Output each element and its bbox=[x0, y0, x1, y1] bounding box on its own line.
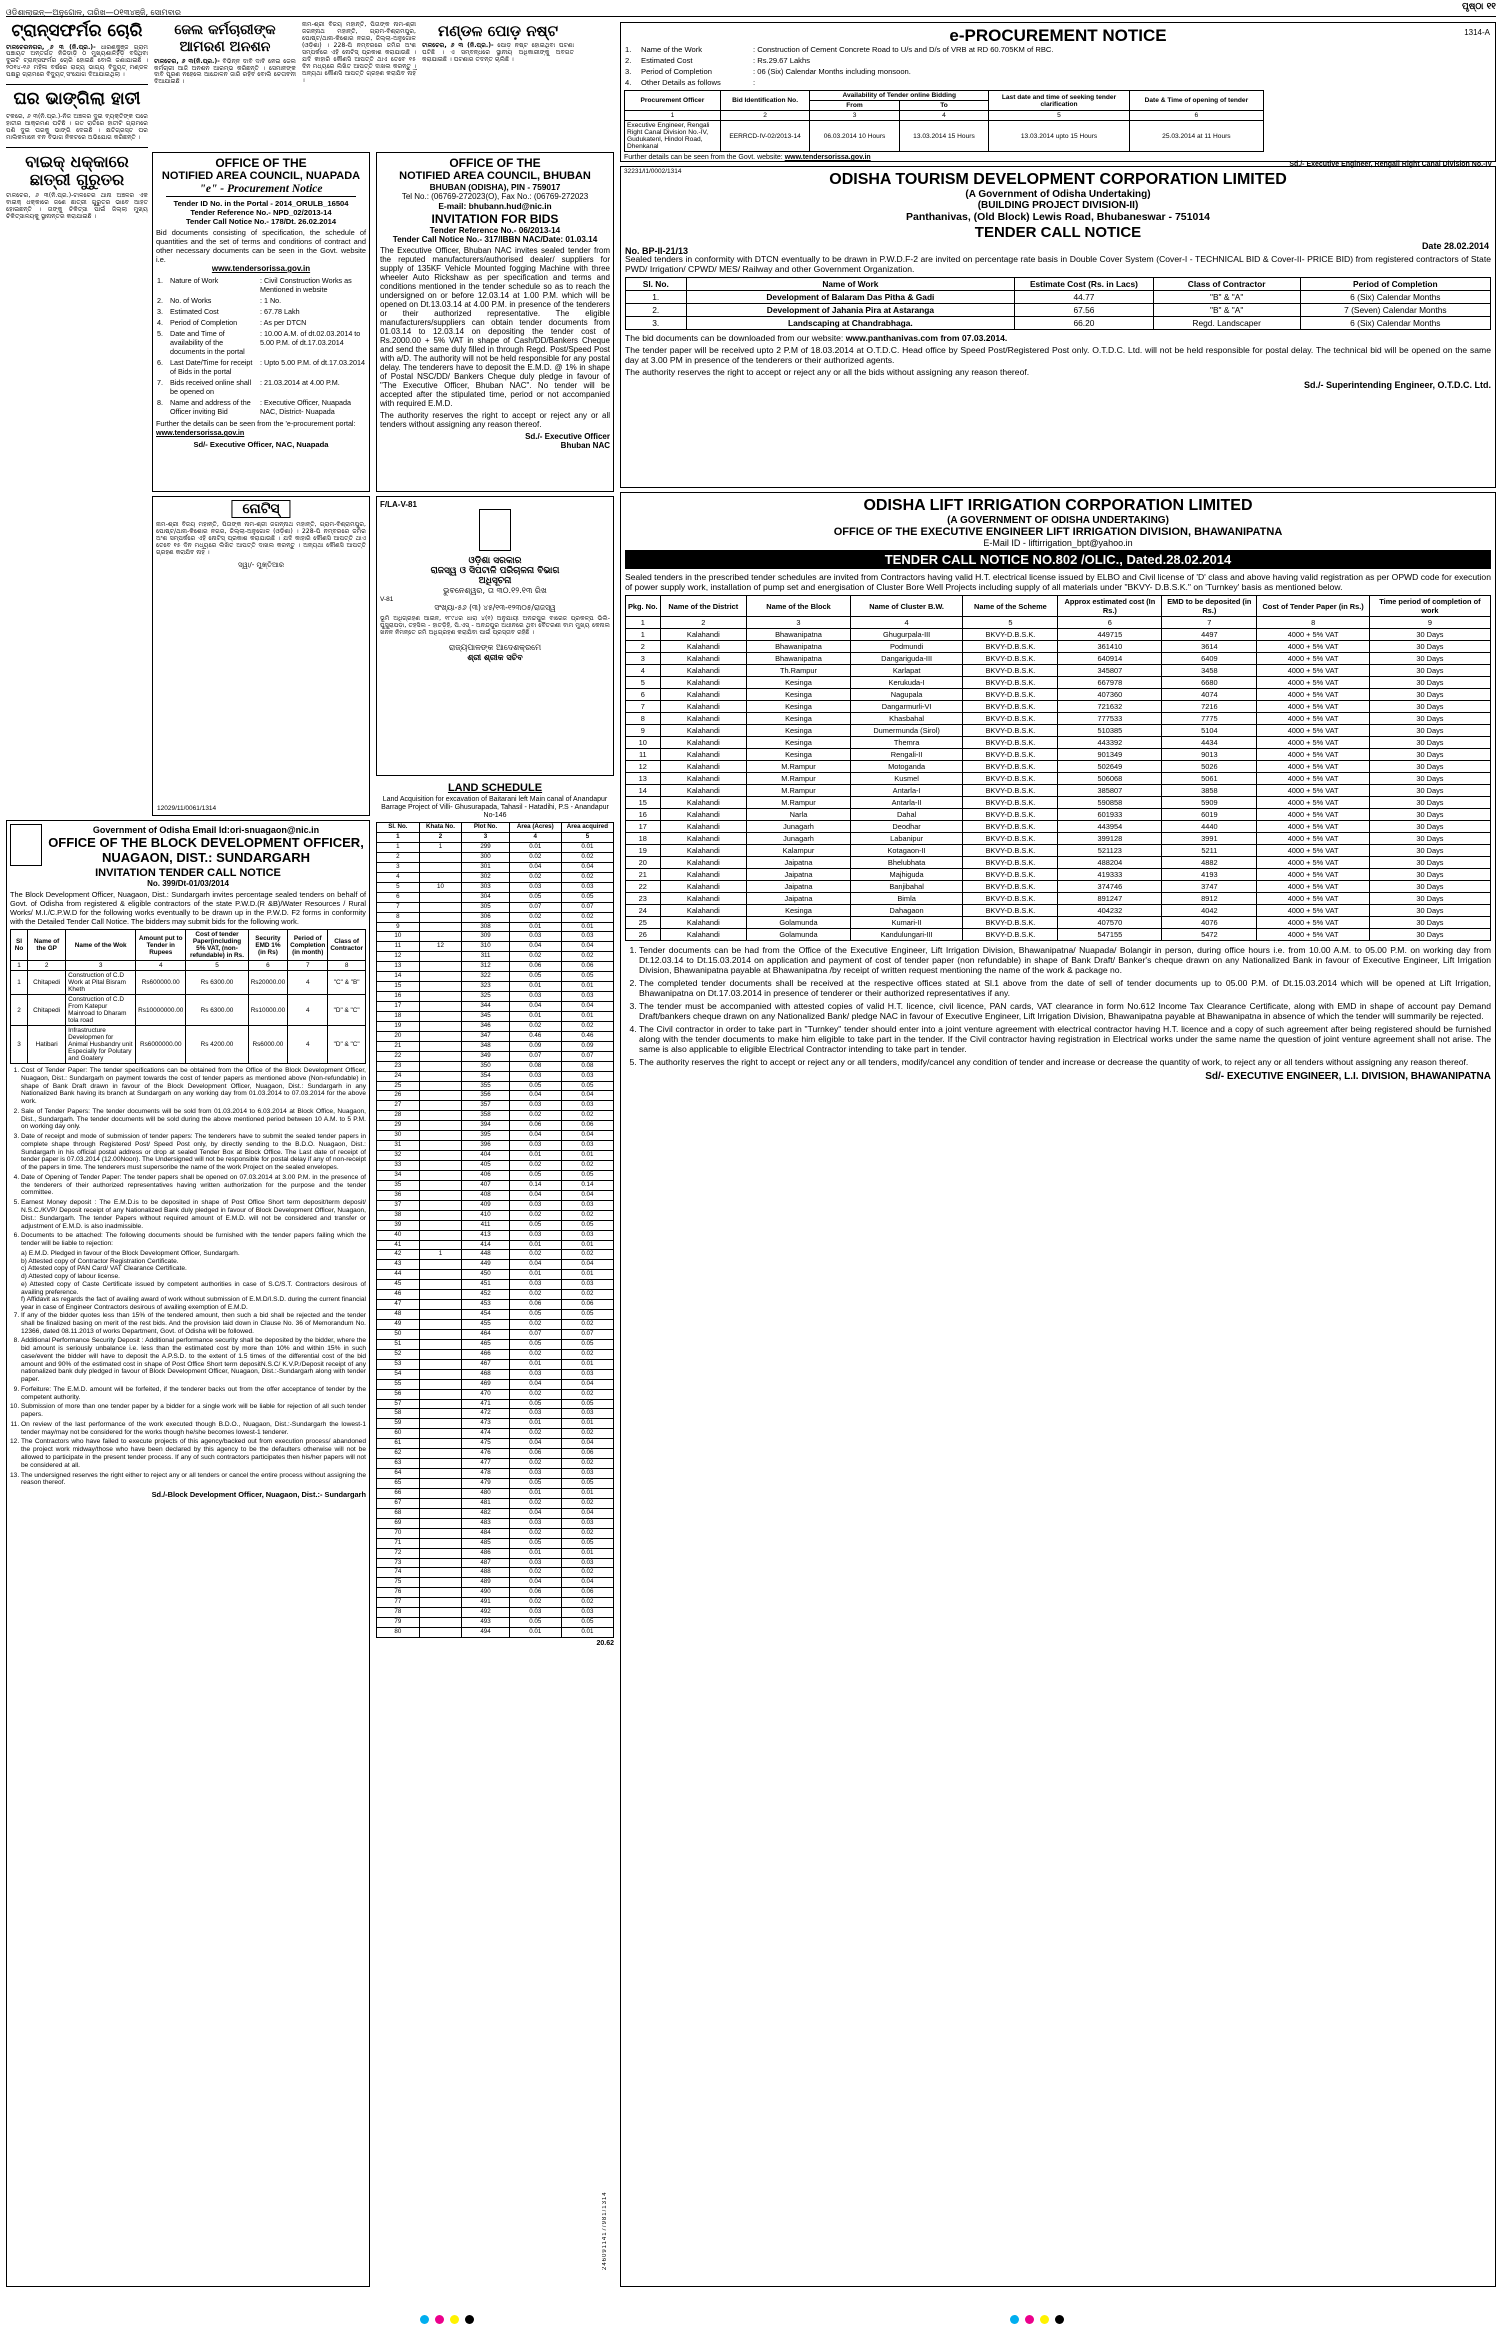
news-headline-3: ଜେଲ କର୍ମଚାରୀଙ୍କ ଆମରଣ ଅନଶନ bbox=[174, 22, 276, 55]
table-row: 2. Development of Jahania Pira at Astaranga 67.56 "B" & "A" 7 (Seven) Calendar Months bbox=[626, 304, 1491, 317]
table-row: 15 323 0.01 0.01 bbox=[377, 982, 614, 992]
eproc-subheader-row: From To bbox=[625, 101, 1264, 111]
land-schedule-table bbox=[376, 822, 614, 1638]
table-row: 21 348 0.09 0.09 bbox=[377, 1041, 614, 1051]
bdo-intro: The Block Development Officer, Nuagaon, Dist.: Sundargarh invites percentage sealed tenders on behalf of Govt. of Odisha from registered & eligible contractors of the state P.W.D.(R &B)/Water Resources / Rural Works/ M.I./C.P.W.D for the following works eventually to be drawn up in the P.W.D. F2 forms in conformity with the Detailed Tender Call Notice. The bidders may submit bids for the following work. bbox=[10, 890, 366, 926]
table-row: 12 Kalahandi M.Rampur Motoganda BKVY-D.B.S.K. 502649 5026 4000 + 5% VAT 30 Days bbox=[626, 761, 1491, 773]
olic-sub2: OFFICE OF THE EXECUTIVE ENGINEER LIFT IRRIGATION DIVISION, BHAWANIPATNA bbox=[833, 526, 1283, 538]
table-row: 63 477 0.02 0.02 bbox=[377, 1459, 614, 1469]
table-row: 3. Period of Completion : 06 (Six) Calendar Months including monsoon. bbox=[625, 67, 911, 76]
odisha-emblem-icon-2 bbox=[10, 824, 42, 866]
yellow-dot-icon-2 bbox=[1040, 2315, 1049, 2324]
otdc-note2: The tender paper will be received upto 2 P.M of 18.03.2014 at O.T.D.C. Head office by Speed Post/Registered Post only. O.T.D.C. Ltd. will not be held responsible for postal delay. The technical bid will be opened on the same day at 3.00 PM in presence of the tenderers or their authorized agents. bbox=[625, 345, 1491, 365]
bdo-office: OFFICE OF THE BLOCK DEVELOPMENT OFFICER, bbox=[48, 835, 364, 850]
eproc-colnum-row: 1 2 3 4 5 6 bbox=[625, 111, 1264, 121]
table-row: 2 Chitapedi Construction of C.D From Katepur Mainroad to Dharam tola road Rs10000000.00 Rs 6300.00 Rs10000.00 4 "D" & "C" bbox=[11, 995, 366, 1026]
table-row: 49 455 0.02 0.02 bbox=[377, 1320, 614, 1330]
odia-notice-code: 12029/11/0061/1314 bbox=[157, 805, 217, 812]
table-row: 65 479 0.05 0.05 bbox=[377, 1479, 614, 1489]
table-row: 8 Kalahandi Kesinga Khasbahal BKVY-D.B.S.K. 777533 7775 4000 + 5% VAT 30 Days bbox=[626, 713, 1491, 725]
otdc-sub2: (BUILDING PROJECT DIVISION-II) bbox=[977, 200, 1139, 211]
table-row: 61 475 0.04 0.04 bbox=[377, 1439, 614, 1449]
olic-colnum-row: 1 2 3 4 5 6 7 8 9 bbox=[626, 617, 1491, 629]
list-item: 4. Date of Opening of Tender Paper: The tender papers shall be opened on 07.03.2014 at 3.00 P.M. in the presence of the tenderers of their authorized representatives having written authorization for the purpose and the tender committee. bbox=[21, 1174, 366, 1197]
list-item: b) Attested copy of Contractor Registration Certificate. bbox=[21, 1257, 179, 1265]
bhuban-tel: Tel No.: (06769-272023(O), Fax No.: (06769-272023 bbox=[401, 192, 589, 201]
olic-signature: Sd/- EXECUTIVE ENGINEER, L.I. DIVISION, BHAWANIPATNA bbox=[1205, 1071, 1491, 1082]
table-row: 28 358 0.02 0.02 bbox=[377, 1111, 614, 1121]
table-row: 15 Kalahandi M.Rampur Antarla-II BKVY-D.B.S.K. 590858 5909 4000 + 5% VAT 30 Days bbox=[626, 797, 1491, 809]
nuapada-office-line2: NOTIFIED AREA COUNCIL, NUAPADA bbox=[161, 170, 361, 182]
table-row: 16 Kalahandi Narla Dahal BKVY-D.B.S.K. 601933 6019 4000 + 5% VAT 30 Days bbox=[626, 809, 1491, 821]
table-row: 42 1 448 0.02 0.02 bbox=[377, 1250, 614, 1260]
list-item: c) Attested copy of PAN Card/ VAT Clearance Certificate. bbox=[21, 1265, 187, 1273]
eproc-signature: Sd./- Executive Engineer, Rengali Right Canal Division No.-IV bbox=[1289, 161, 1492, 168]
table-row: 34 406 0.05 0.05 bbox=[377, 1170, 614, 1180]
table-row: 5. Date and Time of availability of the documents in the portal : 10.00 A.M. of dt.02.03.2014 to 5.00 P.M. of dt.17.03.2014 bbox=[157, 329, 361, 356]
table-row: 23 350 0.08 0.08 bbox=[377, 1061, 614, 1071]
table-row: 14 322 0.05 0.05 bbox=[377, 972, 614, 982]
odisha-emblem-icon bbox=[479, 509, 511, 551]
list-item: 6. Documents to be attached: The following documents should be furnished with the tender papers failing which the tender will be liable to rejection: bbox=[21, 1232, 366, 1248]
table-row: 53 467 0.01 0.01 bbox=[377, 1359, 614, 1369]
news-column-2b: ନାମ-ଶ୍ରୀ ବିଜୟ ମହାନ୍ତି, ପିତାଙ୍କ ନାମ-ଶ୍ରୀ ଜଗନ୍ନାଥ ମହାନ୍ତି, ଗ୍ରାମ-ବିଶ୍ରାମପୁର, ପୋଷ୍ଟ/ଥାନା-କିଶୋର ନଗର, ଜିଲ୍ଲା-ଅନୁଗୋଳ (ଓଡ଼ିଶା) । 228-ପି ନମ୍ବରରେ ଜମିର ଅଂଶ ସମ୍ପର୍କରେ ଏହି ନୋଟିସ୍ ପ୍ରକାଶ କରାଯାଉଛି । ଯଦି କାହାରି କୌଣସି ଆପତ୍ତି ଥାଏ ତେବେ ୧୫ ଦିନ ମଧ୍ୟରେ ଲିଖିତ ଆପତ୍ତି ଦାଖଲ କରନ୍ତୁ । ଅନ୍ୟଥା କୌଣସି ଆପତ୍ତି ଗ୍ରହଣ କରାଯିବ ନାହିଁ । bbox=[302, 21, 416, 84]
table-row: 5 Kalahandi Kesinga Kerukuda-I BKVY-D.B.S.K. 667978 6680 4000 + 5% VAT 30 Days bbox=[626, 677, 1491, 689]
table-row: 71 485 0.05 0.05 bbox=[377, 1538, 614, 1548]
list-item: 2. Sale of Tender Papers: The tender documents will be sold from 01.03.2014 to 6.03.2014 at Block Office, Nuagaon, Dist., Sundargarh. The tender documents will be sold during the above mentioned period between 10 A.M. to 5 P.M. on working day only. bbox=[21, 1108, 366, 1131]
gov-line1: ଓଡ଼ିଶା ସରକାର bbox=[468, 556, 522, 566]
table-row: 17 Kalahandi Junagarh Deodhar BKVY-D.B.S.K. 443954 4440 4000 + 5% VAT 30 Days bbox=[626, 821, 1491, 833]
news-column-3 bbox=[422, 22, 574, 64]
table-row: 26 Kalahandi Golamunda Kandulungari-III BKVY-D.B.S.K. 547155 5472 4000 + 5% VAT 30 Days bbox=[626, 929, 1491, 941]
table-row: 8. Name and address of the Officer inviting Bid : Executive Officer, Nuapada NAC, District- Nuapada bbox=[157, 398, 351, 416]
otdc-intro: Sealed tenders in conformity with DTCN eventually to be drawn in P.W.D.F-2 are invited on percentage rate basis in Double Cover System (Cover-I - TECHNICAL BID & Cover-II- PRICE BID) from registered contractors of State PWD/ Irrigation/ CPWD/ MES/ Railway and other Government Organization. bbox=[625, 254, 1491, 274]
table-row: 3. Landscaping at Chandrabhaga. 66.20 Regd. Landscaper 6 (Six) Calendar Months bbox=[626, 317, 1491, 330]
black-dot-icon bbox=[465, 2315, 474, 2324]
table-row: 11 Kalahandi Kesinga Rengali-II BKVY-D.B.S.K. 901349 9013 4000 + 5% VAT 30 Days bbox=[626, 749, 1491, 761]
nuapada-tender-ref: Tender Reference No.- NPD_02/2013-14 bbox=[190, 208, 332, 217]
otdc-no: No. BP-II-21/13 bbox=[625, 246, 689, 256]
table-row: 33 405 0.02 0.02 bbox=[377, 1161, 614, 1171]
table-row: 3 Kalahandi Bhawanipatna Dangariguda-III BKVY-D.B.S.K. 640914 6409 4000 + 5% VAT 30 Days bbox=[626, 653, 1491, 665]
news-headline-0: ଟ୍ରାନ୍ସଫର୍ମର ଚୋରି bbox=[11, 21, 143, 41]
table-row: 29 394 0.06 0.06 bbox=[377, 1121, 614, 1131]
table-row: 6. Last Date/Time for receipt of Bids in the portal : Upto 5.00 P.M. of dt.17.03.2014 bbox=[157, 358, 365, 376]
gov-line3: ଅଧିସୂଚନା bbox=[478, 576, 512, 586]
table-row: 6 304 0.05 0.05 bbox=[377, 892, 614, 902]
table-row: Executive Engineer, Rengali Right Canal Division No.-IV, Gudukatenl, Hindol Road, Dhenkanal EERRCD-IV-02/2013-14 06.03.2014 10 Hours 13.03.2014 15 Hours 13.03.2014 upto 15 Hours 25.03.2014 at 11 Hours bbox=[625, 121, 1264, 152]
bdo-gov-email: Government of Odisha Email Id:ori-snuagaon@nic.in bbox=[92, 825, 320, 835]
table-row: 41 414 0.01 0.01 bbox=[377, 1240, 614, 1250]
land-sign1: ରାଜ୍ୟପାଳଙ୍କ ଆଦେଶକ୍ରମେ bbox=[448, 642, 542, 652]
table-row: 10 Kalahandi Kesinga Themra BKVY-D.B.S.K. 443392 4434 4000 + 5% VAT 30 Days bbox=[626, 737, 1491, 749]
olic-notice bbox=[620, 492, 1496, 2287]
list-item: 7. If any of the bidder quotes less than 15% of the tendered amount, then such a bid shall be rejected and the tender shall be finalized basing on merit of the rest bids. And the provision laid down in Clause No. 36 of Memorandum No. 12366, dated 08.11.2013 of works Department, Govt. of Odisha will be followed. bbox=[21, 1312, 366, 1335]
bdo-notice bbox=[6, 820, 370, 2287]
table-row: 27 357 0.03 0.03 bbox=[377, 1101, 614, 1111]
olic-sub1: (A GOVERNMENT OF ODISHA UNDERTAKING) bbox=[947, 515, 1169, 526]
nuapada-footer: Further the details can be seen from the 'e-procurement portal: www.tendersorissa.gov.in bbox=[156, 419, 356, 437]
table-row: 51 465 0.05 0.05 bbox=[377, 1339, 614, 1349]
bdo-sub-documents bbox=[21, 1250, 366, 1312]
table-row: 79 493 0.05 0.05 bbox=[377, 1618, 614, 1628]
eproc-header-row: Procurement Officer Bid Identification No. Availability of Tender online Bidding Last date and time of seeking tender clarification Date & Time of opening of tender bbox=[625, 91, 1264, 101]
table-row: 64 478 0.03 0.03 bbox=[377, 1469, 614, 1479]
table-row: 2 Kalahandi Bhawanipatna Podmundi BKVY-D.B.S.K. 361410 3614 4000 + 5% VAT 30 Days bbox=[626, 641, 1491, 653]
table-row: 7 Kalahandi Kesinga Dangarmurli-VI BKVY-D.B.S.K. 721632 7216 4000 + 5% VAT 30 Days bbox=[626, 701, 1491, 713]
table-row: 70 484 0.02 0.02 bbox=[377, 1528, 614, 1538]
table-row: 17 344 0.04 0.04 bbox=[377, 1002, 614, 1012]
list-item: 2. The completed tender documents shall be received at the respective offices stated at Sl.1 above from the date of sell of tender documents up to 05.00 P.M. of Dt.15.03.2014 which will be opened at Lift Irrigation, Bhawanipatna on Dt.17.03.2014 in presence of tenderer or their authorized representatives if any. bbox=[639, 978, 1491, 998]
bhuban-address: BHUBAN (ODISHA), PIN - 759017 bbox=[429, 182, 561, 192]
table-row: 9 308 0.01 0.01 bbox=[377, 922, 614, 932]
table-row: 8 306 0.02 0.02 bbox=[377, 912, 614, 922]
table-row: 7 305 0.07 0.07 bbox=[377, 902, 614, 912]
list-item: d) Attested copy of labour license. bbox=[21, 1273, 120, 1281]
table-row: 18 Kalahandi Junagarh Labanipur BKVY-D.B.S.K. 399128 3991 4000 + 5% VAT 30 Days bbox=[626, 833, 1491, 845]
news-headline-5: ମଣ୍ଡଳ ପୋଡ଼ ନଷ୍ଟ bbox=[437, 22, 559, 40]
bhuban-title: INVITATION FOR BIDS bbox=[431, 212, 559, 226]
news-body-1: ଟକରେ, ୬ ୩(ନି.ପ୍ର.)-ନିଜ ଅଞ୍ଚଳର ଦୁଇ ବ୍ୟକ୍ତିଙ୍କ ଘରେ ହାତୀର ଆକ୍ରମଣ ଘଟିଛି । ଗତ ରାତିରେ ହାତୀଟି ଗ୍ରାମରେ ପଶି ଦୁଇ ଘରକୁ ଭାଙ୍ଗି ଦେଇଛି । କ୍ଷତିଗ୍ରସ୍ତ ଘର ମାଲିକମାନେ ବନ ବିଭାଗ ନିକଟରେ ଅଭିଯୋଗ କରିଛନ୍ତି । bbox=[6, 112, 148, 141]
table-row: 45 451 0.03 0.03 bbox=[377, 1280, 614, 1290]
table-row: 74 488 0.02 0.02 bbox=[377, 1568, 614, 1578]
table-row: 1 Chitapedi Construction of C.D Work at Pital Bisram Kheth Rs600000.00 Rs 6300.00 Rs20000.00 4 "C" & "B" bbox=[11, 971, 366, 995]
form-no: F/LA-V-81 bbox=[380, 500, 417, 509]
nuapada-intro: Bid documents consisting of specification, the schedule of quantities and the set of terms and conditions of contract and other necessary documents can be seen in the Govt. website i.e. bbox=[156, 228, 366, 264]
otdc-table bbox=[625, 277, 1491, 330]
notification-number: ସଂଖ୍ୟା-୫୬ (୩) ୪୫/୧୩-୧୨୩୦୫/ରାଜସ୍ୱ bbox=[434, 603, 556, 612]
bdo-conditions-list bbox=[21, 1067, 366, 1487]
table-row: 23 Kalahandi Jaipatna Bimla BKVY-D.B.S.K. 891247 8912 4000 + 5% VAT 30 Days bbox=[626, 893, 1491, 905]
table-row: 73 487 0.03 0.03 bbox=[377, 1558, 614, 1568]
list-item: f) Affidavit as regards the fact of availing award of work without submission of E.M.D/I.S.D. during the current financial year in case of Engineer Contractors desirous of availing exemption of E.M.D. bbox=[21, 1296, 366, 1312]
cyan-dot-icon bbox=[420, 2315, 429, 2324]
table-row: 5 10 303 0.03 0.03 bbox=[377, 882, 614, 892]
nuapada-office-line1: OFFICE OF THE bbox=[215, 156, 307, 170]
land-schedule-title: LAND SCHEDULE bbox=[447, 782, 543, 794]
table-row: 47 453 0.06 0.06 bbox=[377, 1300, 614, 1310]
land-schedule-subtitle: Land Acquisition for excavation of Baitarani left Main canal of Anandapur Barrage Project of Villi- Ghusurapada, Tahasil - Hatadihi, P.S - Anandapur No-146 bbox=[381, 796, 609, 820]
table-row: 4 Kalahandi Th.Rampur Karlapat BKVY-D.B.S.K. 345807 3458 4000 + 5% VAT 30 Days bbox=[626, 665, 1491, 677]
table-row: 1. Nature of Work : Civil Construction Works as Mentioned in website bbox=[157, 276, 352, 294]
table-row: 77 491 0.02 0.02 bbox=[377, 1598, 614, 1608]
nuapada-title: "e" - Procurement Notice bbox=[199, 183, 323, 195]
table-row: 9 Kalahandi Kesinga Dumermunda (Sirol) BKVY-D.B.S.K. 510385 5104 4000 + 5% VAT 30 Days bbox=[626, 725, 1491, 737]
list-item: e) Attested copy of Caste Certificate issued by competent authorities in case of S.C/S.T. Contractors desirous of availing preference. bbox=[21, 1280, 366, 1296]
news-column-2 bbox=[154, 22, 296, 86]
table-row: 58 472 0.03 0.03 bbox=[377, 1409, 614, 1419]
nuapada-call-no: Tender Call Notice No.- 178/Dt. 26.02.2014 bbox=[185, 217, 337, 226]
gov-line2: ରାଜସ୍ୱ ଓ ସିପଟାଳି ପରିଚାଳନା ବିଭାଗ bbox=[430, 566, 560, 576]
table-row: 25 355 0.05 0.05 bbox=[377, 1081, 614, 1091]
bdo-title: INVITATION TENDER CALL NOTICE bbox=[95, 867, 281, 879]
table-row: 76 490 0.06 0.06 bbox=[377, 1588, 614, 1598]
table-row: 68 482 0.04 0.04 bbox=[377, 1508, 614, 1518]
table-row: 1. Name of the Work : Construction of Cement Concrete Road to U/s and D/s of VRB at RD 60.705KM of RBC. bbox=[625, 45, 1054, 54]
table-row: 3 301 0.04 0.04 bbox=[377, 862, 614, 872]
v81-label: V-81 bbox=[380, 596, 394, 603]
masthead-left: ଓଡ଼ିଶାଲାଇନ୍—ଅନୁଗୋଳ, ତାରିଖ—୦୧୩୪ଞ୍ଜି, ସୋମବାର bbox=[6, 8, 181, 17]
news-body-2: ଟାଳଚେର, ୬ ୩(ନି.ପ୍ର.)-ଟାଳଚେର ଥାନା ଅଞ୍ଚଳର ଏକ ବାଇକ୍ ଧକ୍କାରେ ଜଣେ ଛାତ୍ରୀ ଗୁରୁତର ଭାବେ ଆହତ ହୋଇଛନ୍ତି । ତାଙ୍କୁ ଚିକିତ୍ସା ପାଇଁ ଜିଲ୍ଲା ମୁଖ୍ୟ ଚିକିତ୍ସାଳୟକୁ ସ୍ଥାନାନ୍ତର କରାଯାଇଛି । bbox=[6, 192, 148, 221]
odia-notice-signature: ସ୍ୱା/- ମୁଖ୍ତିଆର bbox=[237, 560, 285, 569]
table-row: 66 480 0.01 0.01 bbox=[377, 1488, 614, 1498]
bdo-signature: Sd./-Block Development Officer, Nuagaon, Dist.:- Sundargarh bbox=[151, 1490, 366, 1500]
table-row: 2 300 0.02 0.02 bbox=[377, 852, 614, 862]
list-item: a) E.M.D. Pledged in favour of the Block Development Officer, Sundargarh. bbox=[21, 1249, 240, 1257]
otdc-date: Date 28.02.2014 bbox=[1421, 241, 1489, 251]
olic-title: ODISHA LIFT IRRIGATION CORPORATION LIMITED bbox=[863, 497, 1253, 514]
list-item: 10. Submission of more than one tender paper by a bidder for a single work will be liable for rejection of all such tender papers. bbox=[21, 1403, 366, 1419]
table-row: 72 486 0.01 0.01 bbox=[377, 1548, 614, 1558]
bhuban-ref: Tender Reference No.- 06/2013-14 bbox=[429, 226, 561, 235]
table-row: 3 Hatibari Infrastructure Developmen for Animal Husbandry unit Especially for Polutary and Goatery Rs6000000.00 Rs 4200.00 Rs6000.00 4 "D" & "C" bbox=[11, 1026, 366, 1064]
magenta-dot-icon-2 bbox=[1025, 2315, 1034, 2324]
olic-email[interactable]: E-Mail ID - liftirrigation_bpt@yahoo.in bbox=[983, 538, 1133, 548]
list-item: 9. Forfeiture: The E.M.D. amount will be forfeited, if the tenderer backs out from the offer acceptance of tender by the competent authority. bbox=[21, 1386, 366, 1402]
land-schedule-colnum-row: 1 2 3 4 5 bbox=[377, 833, 614, 843]
gov-line4: ଭୁବନେଶ୍ୱର, ତା ୩୦.୧୨.୧୩ ରିଖ bbox=[443, 586, 547, 595]
table-row: 48 454 0.05 0.05 bbox=[377, 1310, 614, 1320]
table-row: 1 1 299 0.01 0.01 bbox=[377, 843, 614, 853]
odia-notice-body: ନାମ-ଶ୍ରୀ ବିଜୟ ମହାନ୍ତି, ପିତାଙ୍କ ନାମ-ଶ୍ରୀ ଜଗନ୍ନାଥ ମହାନ୍ତି, ଗ୍ରାମ-ବିଶ୍ରାମପୁର, ପୋଷ୍ଟ/ଥାନା-କିଶୋର ନଗର, ଜିଲ୍ଲା-ଅନୁଗୋଳ (ଓଡ଼ିଶା) । 228-ପି ନମ୍ବରରେ ଜମିର ଅଂଶ ସମ୍ପର୍କରେ ଏହି ନୋଟିସ୍ ପ୍ରକାଶ କରାଯାଉଛି । ଯଦି କାହାରି କୌଣସି ଆପତ୍ତି ଥାଏ ତେବେ ୧୫ ଦିନ ମଧ୍ୟରେ ଲିଖିତ ଆପତ୍ତି ଦାଖଲ କରନ୍ତୁ । ଅନ୍ୟଥା କୌଣସି ଆପତ୍ତି ଗ୍ରହଣ କରାଯିବ ନାହିଁ । bbox=[156, 521, 366, 556]
bhuban-call: Tender Call Notice No.- 317/IBBN NAC/Date: 01.03.14 bbox=[392, 235, 598, 244]
news-headline-2: ବାଇକ୍ ଧକ୍କାରେ ଛାତ୍ରୀ ଗୁରୁତର bbox=[25, 151, 129, 189]
olic-notice-bar: TENDER CALL NOTICE NO.802 /OLIC., Dated.28.02.2014 bbox=[625, 550, 1491, 569]
table-row: 69 483 0.03 0.03 bbox=[377, 1518, 614, 1528]
bdo-no: No. 399/Dt-01/03/2014 bbox=[147, 879, 229, 888]
table-row: 1 Kalahandi Bhawanipatna Ghugurpala-III BKVY-D.B.S.K. 449715 4497 4000 + 5% VAT 30 Days bbox=[626, 629, 1491, 641]
table-row: 22 Kalahandi Jaipatna Banjibahal BKVY-D.B.S.K. 374746 3747 4000 + 5% VAT 30 Days bbox=[626, 881, 1491, 893]
table-row: 44 450 0.01 0.01 bbox=[377, 1270, 614, 1280]
table-row: 16 325 0.03 0.03 bbox=[377, 992, 614, 1002]
table-row: 11 12 310 0.04 0.04 bbox=[377, 942, 614, 952]
table-row: 37 409 0.03 0.03 bbox=[377, 1200, 614, 1210]
olic-notes-list bbox=[639, 945, 1491, 1067]
news-body-0: ଟାଳଚେରନଗର, ୬ ୩ (ନି.ପ୍ର.)- ଧାରଣକୁଞ୍ଜ ଗ୍ରାମ ପଞ୍ଚାୟତ ଅନ୍ତର୍ଗତ ନିଜିଡ଼ାଡ଼ି ଠ ମୁଖ୍ୟଶାଳିହିଡ଼ି ବସିଥିବା ଦୁଇଟି ଟ୍ରାନ୍ସଫର୍ମର ଚୋରି ହୋଇଛି ବୋଲି ଜଣାଯାଇଛି । ୨୦୧୪-୧୬ ମହିଳା ବର୍ଷରେ ରାଜ୍ୟ ଭାଗ୍ୟ ବିଦ୍ୟୁତ୍ ମଣ୍ଡଳ ପକ୍ଷରୁ ଗ୍ରାମରେ ବିଦ୍ୟୁତ୍ ସଂଯୋଗ ଦିଆଯାଇଥିଲା । bbox=[6, 43, 148, 79]
table-row: 62 476 0.06 0.06 bbox=[377, 1449, 614, 1459]
list-item: 1. Cost of Tender Paper: The tender specifications can be obtained from the Office of the Block Development Officer, Nuagaon, Dist.: Sundargarh on payment towards the cost of tender papers as mentioned above (Non-refundable) in shape of Bank Draft drawn in favour of the Block Development Officer, Nuagaon, Dist.: Sundargarh in any Nationalized Bank having its branch at Sundargarh on any working day from 01.03.2014 to 07.03.2014 for the above work. bbox=[21, 1067, 366, 1106]
table-row: 56 470 0.02 0.02 bbox=[377, 1389, 614, 1399]
eproc-table bbox=[624, 90, 1264, 152]
list-item: 1. Tender documents can be had from the Office of the Executive Engineer, Lift Irrigation Division, Bhawanipatna/ Nuapada/ Bolangir in person, during office hours i.e. from 10.00 A.M. to 05.00 P.M. on working day from Dt.12.03.14 to Dt.15.03.2014 on application and payment of cost of tender paper (non refundable) in shape of Bank Draft/ Banker's cheque drawn on any Nationalized Bank in favour of Executive Engineer, Lift Irrigation Division, Bhawanipatna payable at Bhawanipatna /by receipt of written request mentioning the name of the work & package no. bbox=[639, 945, 1491, 975]
news-body-5: ଟାଳଚେର, ୬ ୩ (ନି.ପ୍ର.)- ପୋଡ଼ ନଷ୍ଟ ହୋଇଥିବା ଘଟଣା ଘଟିଛି । ଏ ସମ୍ବନ୍ଧରେ ସ୍ଥାନୀୟ ଅଧିକାରୀଙ୍କୁ ଅବଗତ କରାଯାଇଛି । ଘଟଣାର ତଦନ୍ତ ଚାଲିଛି । bbox=[422, 42, 574, 63]
otdc-header-row: Sl. No. Name of Work Estimate Cost (Rs. in Lacs) Class of Contractor Period of Completion bbox=[626, 278, 1491, 291]
table-row: 57 471 0.05 0.05 bbox=[377, 1399, 614, 1409]
list-item: 11. On review of the last performance of the work executed though B.D.O., Nuagaon, Dist.:-Sundargarh the lowest-1 tender may/may not be considered for the works though he/she becomes lowest-1 tenderer. bbox=[21, 1421, 366, 1437]
eproc-title: e-PROCUREMENT NOTICE bbox=[949, 26, 1167, 45]
bhuban-body2: The authority reserves the right to accept or reject any or all tenders without assigning any reason thereof. bbox=[380, 411, 610, 429]
land-notification bbox=[376, 496, 614, 776]
magenta-dot-icon bbox=[435, 2315, 444, 2324]
table-row: 50 464 0.07 0.07 bbox=[377, 1329, 614, 1339]
list-item: 5. Earnest Money deposit : The E.M.D.is to be deposited in shape of Post Office Short term deposit/term deposit/ N.S.C./KVP/ Deposit receipt of any Nationalized Bank duly pledged in favour of Block Development Officer, Nuagaon, Dist.: Sundargarh. The tender Papers without required amount of E.M.D. will not be considered and transfer or adjustment of E.M.D. is also inadmissible. bbox=[21, 1199, 366, 1230]
table-row: 6 Kalahandi Kesinga Nagupala BKVY-D.B.S.K. 407360 4074 4000 + 5% VAT 30 Days bbox=[626, 689, 1491, 701]
table-row: 2. Estimated Cost : Rs.29.67 Lakhs bbox=[625, 56, 811, 65]
bhuban-sign2: Bhuban NAC bbox=[560, 441, 610, 450]
table-row: 55 469 0.04 0.04 bbox=[377, 1379, 614, 1389]
list-item: 3. The tender must be accompanied with attested copies of valid H.T. licence, civil licence, PAN cards, VAT clearance in form No.612 Income Tax Clearance Certificate, along with EMD in shape of account pay Demand Draft/bankers cheque drawn on any Nationalized Bank/ pledge NAC in favour of Executive Engineer, Lift Irrigation Division, Bhawanipatna payable at Bhawanipatna in absence of which the tender will summarily be rejected. bbox=[639, 1001, 1491, 1021]
land-schedule-header-row: Sl. No. Khata No. Plot No. Area (Acres) Area acquired bbox=[377, 823, 614, 833]
table-row: 78 492 0.03 0.03 bbox=[377, 1608, 614, 1618]
table-row: 80 494 0.01 0.01 bbox=[377, 1628, 614, 1638]
table-row: 24 354 0.03 0.03 bbox=[377, 1071, 614, 1081]
table-row: 4. Period of Completion : As per DTCN bbox=[157, 318, 307, 327]
nac-nuapada-notice bbox=[152, 152, 370, 492]
news-body-3: ଟାଳଚେର, ୬ ୩(ନି.ପ୍ର.)- ବିଭିନ୍ନ ଦାବି ଦାବି ନେଇ ଜେଲ କର୍ମଚାରୀ ଆଜି ଅନଶନ ଆରମ୍ଭ କରିଛନ୍ତି । ସେମାନଙ୍କ ଦାବି ପୂରଣ ନହେଲେ ଆନ୍ଦୋଳନ ଜାରି ରହିବ ବୋଲି ଚେତାବନୀ ଦିଆଯାଇଛି । bbox=[154, 57, 296, 86]
bdo-table bbox=[10, 929, 366, 1064]
table-row: 46 452 0.02 0.02 bbox=[377, 1290, 614, 1300]
otdc-notice bbox=[620, 166, 1496, 488]
table-row: 24 Kalahandi Kesinga Dahagaon BKVY-D.B.S.K. 404232 4042 4000 + 5% VAT 30 Days bbox=[626, 905, 1491, 917]
cmyk-registration-left bbox=[420, 2311, 476, 2329]
sidebar-code: 2460911417/981/1314 bbox=[602, 2191, 608, 2270]
eproc-code: 1314-A bbox=[1464, 28, 1490, 37]
otdc-signature: Sd./- Superintending Engineer, O.T.D.C. Ltd. bbox=[1303, 380, 1491, 390]
cmyk-registration-right bbox=[1010, 2311, 1066, 2329]
otdc-notice-title: TENDER CALL NOTICE bbox=[974, 224, 1142, 241]
yellow-dot-icon bbox=[450, 2315, 459, 2324]
cyan-dot-icon-2 bbox=[1010, 2315, 1019, 2324]
nac-bhuban-notice bbox=[376, 152, 614, 492]
table-row: 52 466 0.02 0.02 bbox=[377, 1349, 614, 1359]
eproc-ref: 32231/l1/0002/1314 bbox=[624, 168, 682, 175]
eproc-footer: Further details can be seen from the Govt. website: www.tendersorissa.gov.in bbox=[624, 154, 871, 161]
nuapada-details-table bbox=[156, 275, 366, 417]
nuapada-tender-id: Tender ID No. in the Portal - 2014_ORULB_16504 bbox=[173, 199, 349, 208]
table-row: 60 474 0.02 0.02 bbox=[377, 1429, 614, 1439]
table-row: 38 410 0.02 0.02 bbox=[377, 1210, 614, 1220]
table-row: 36 408 0.04 0.04 bbox=[377, 1190, 614, 1200]
table-row: 1. Development of Balaram Das Pitha & Gadi 44.77 "B" & "A" 6 (Six) Calendar Months bbox=[626, 291, 1491, 304]
news-headline-1: ଘର ଭାଙ୍ଗିଲା ହାତୀ bbox=[13, 89, 141, 110]
table-row: 13 312 0.06 0.06 bbox=[377, 962, 614, 972]
land-schedule-total: 20.62 bbox=[596, 1640, 614, 1648]
table-row: 22 349 0.07 0.07 bbox=[377, 1051, 614, 1061]
list-item: 4. The Civil contractor in order to take part in "Turnkey" tender should enter into a joint venture agreement with electrical contractor having H.T. licence and a copy of such agreement after being registered should be furnished along with the tender documents to make him eligible to take part in the tender. If the Civil contractor having registration in Electrical works under the same name the question of joint venture agreement shall not arise. The same is also applicable to eligible Electrical Contractor intending to take part in tender. bbox=[639, 1024, 1491, 1054]
nuapada-signature: Sd/- Executive Officer, NAC, Nuapada bbox=[193, 440, 329, 449]
bhuban-body: The Executive Officer, Bhuban NAC invites sealed tender from the reputed manufacturers/authorised dealer/ suppliers for supply of 135KF Vehicle Mounted fogging Machine with three wheeler Auto Rickshaw as per specification and terms and conditions mentioned in the tender schedule so as to reach the undersigned on or before 12.03.14 at 1.00 P.M. which will be opened on Dt.13.03.14 at 4.00 P.M. in presence of the tenderers or their authorized representative. The eligible manufacturers/suppliers can obtain tender documents from 01.03.14 to 12.03.14 on depositing the tender cost of Rs.2000.00 + 5% VAT in shape of Cash/DD/Bankers Cheque and send the same duly filled in through Regd. Post/Speed Post with a/D. The authority will not be held responsible for any postal delay. The tenderers have to deposit the E.M.D. @ 1% in shape of Postal NSC/DD/ Bankers Cheque duly pledge in favour of "The Executive Officer, Bhuban NAC". No tender will be accepted after the stipulated time, period or not accompanied with required E.M.D. bbox=[380, 246, 610, 408]
bdo-header-row: Sl No Name of the GP Name of the Wok Amount put to Tender in Rupees Cost of tender Paper(including 5% VAT, (non-refundable) in Rs. Security EMD 1% (in Rs) Period of Completion (in month) Class of Contractor bbox=[11, 930, 366, 961]
table-row: 40 413 0.03 0.03 bbox=[377, 1230, 614, 1240]
table-row: 59 473 0.01 0.01 bbox=[377, 1419, 614, 1429]
otdc-sub1: (A Government of Odisha Undertaking) bbox=[965, 189, 1151, 200]
bhuban-email[interactable]: E-mail: bhubann.hud@nic.in bbox=[438, 201, 552, 211]
table-row: 31 396 0.03 0.03 bbox=[377, 1141, 614, 1151]
list-item: 8. Additional Performance Security Deposit : Additional performance security shall be deposited by the bidder, where the bid amount is seriously unbalance i.e. less than the estimated cost by more than 10% and within 15% in such case/event the bidder will have to deposit the A.P.S.D. to the extent of 1.5 times of the differential cost of the bid amount and 90% of the estimated cost in shape of Post Office Short term depositN.S.C/ K.V.P./Deposit receipt of any nationalized bank duly pledged in favour of Block Development Officer, Nuagaon, Dist.:-Sundargarh along with tender paper. bbox=[21, 1337, 366, 1384]
list-item: 5. The authority reserves the right to accept or reject any or all tenders, modify/cancel any condition of tender and increase or decrease the quantity of work, to reject any or all tenders without assigning any reason thereof. bbox=[639, 1057, 1491, 1067]
table-row: 32 404 0.01 0.01 bbox=[377, 1151, 614, 1161]
table-row: 12 311 0.02 0.02 bbox=[377, 952, 614, 962]
olic-table bbox=[625, 595, 1491, 941]
otdc-title: ODISHA TOURISM DEVELOPMENT CORPORATION LIMITED bbox=[829, 171, 1287, 188]
news-column-1 bbox=[6, 22, 148, 221]
list-item: 13. The undersigned reserves the right either to reject any or all tenders or cancel the entire process without assigning the reason thereof. bbox=[21, 1472, 366, 1488]
table-row: 75 489 0.04 0.04 bbox=[377, 1578, 614, 1588]
otdc-note3: The authority reserves the right to accept or reject any or all the bids without assigning any reason thereof. bbox=[625, 367, 1030, 377]
table-row: 43 449 0.04 0.04 bbox=[377, 1260, 614, 1270]
masthead bbox=[6, 2, 1496, 16]
table-row: 18 345 0.01 0.01 bbox=[377, 1011, 614, 1021]
table-row: 4 302 0.02 0.02 bbox=[377, 872, 614, 882]
bhuban-office-line2: NOTIFIED AREA COUNCIL, BHUBAN bbox=[399, 170, 591, 182]
table-row: 35 407 0.14 0.14 bbox=[377, 1180, 614, 1190]
table-row: 7. Bids received online shall be opened on : 21.03.2014 at 4.00 P.M. bbox=[157, 378, 340, 396]
odia-notice-box bbox=[152, 496, 370, 816]
bhuban-office-line1: OFFICE OF THE bbox=[449, 156, 541, 170]
table-row: 10 309 0.03 0.03 bbox=[377, 932, 614, 942]
list-item: 12. The Contractors who have failed to execute projects of this agency/backed out from execution process/ abandoned the project work midway/those who have been declared by this agency to be the defaulters otherwise will not be allowed to participate in the present tender process. If any of such contractors participates then his/her papers will not be considered at all. bbox=[21, 1438, 366, 1469]
land-notification-body: ଭୂମି ଅଧିଗ୍ରହଣ ଆଇନ, ୧୮୯୪ର ଧାରା ୪(୧) ଅନୁଯାୟୀ ଅନନ୍ଦପୁର ବାରେଜ ପ୍ରକଳ୍ପ ଭିଲି-ଘୁସୁରାପଡ଼ା, ତହସିଲ - ହାତଡ଼ିହି, ପି.ଏସ୍ - ଅନନ୍ଦପୁର ଅଧୀନରେ ଥିବା ବୈତରଣୀ ବାମ ମୁଖ୍ୟ କେନାଲ ଖନନ ନିମନ୍ତେ ଜମି ଅଧିଗ୍ରହଣ କରାଯିବା ପାଇଁ ପ୍ରସ୍ତାବ ରହିଛି । bbox=[380, 615, 610, 636]
masthead-rule bbox=[6, 16, 1496, 17]
bdo-office2: NUAGAON, DIST.: SUNDARGARH bbox=[102, 850, 310, 865]
land-sign2: ଶ୍ରୀ ଶ୍ରୀକ ସଚିବ bbox=[467, 652, 523, 662]
eproc-notice bbox=[620, 22, 1496, 175]
table-row: 30 395 0.04 0.04 bbox=[377, 1131, 614, 1141]
table-row: 3. Estimated Cost : 67.78 Lakh bbox=[157, 307, 300, 316]
eproc-details bbox=[624, 44, 1492, 88]
table-row: 20 Kalahandi Jaipatna Bhelubhata BKVY-D.B.S.K. 488204 4882 4000 + 5% VAT 30 Days bbox=[626, 857, 1491, 869]
table-row: 26 356 0.04 0.04 bbox=[377, 1091, 614, 1101]
list-item: 3. Date of receipt and mode of submission of tender papers: The tenderers have to submit the sealed tender papers in complete shape through Registered Post/ Speed Post only, by directly sending to the B.D.O. Nuagaon, Dist.: Sundargarh in his official postal address or drop at sealed Tender Box at Block Office. The Last date of receipt of tender paper is 07.03.2014 (12.00Noon). The Undersigned will not be responsible for postal delay if any of non-receipt of the papers in time. The tenderers must supersoribe the name of the work Project on the sealed envelopes. bbox=[21, 1133, 366, 1172]
table-row: 21 Kalahandi Jaipatna Majhiguda BKVY-D.B.S.K. 419333 4193 4000 + 5% VAT 30 Days bbox=[626, 869, 1491, 881]
nuapada-website[interactable]: www.tendersorissa.gov.in bbox=[211, 264, 311, 273]
table-row: 39 411 0.05 0.05 bbox=[377, 1220, 614, 1230]
table-row: 25 Kalahandi Golamunda Kumari-II BKVY-D.B.S.K. 407570 4076 4000 + 5% VAT 30 Days bbox=[626, 917, 1491, 929]
bhuban-sign1: Sd./- Executive Officer bbox=[525, 432, 610, 441]
table-row: 13 Kalahandi M.Rampur Kusmel BKVY-D.B.S.K. 506068 5061 4000 + 5% VAT 30 Days bbox=[626, 773, 1491, 785]
odia-notice-title: ନୋଟିସ୍ bbox=[231, 500, 290, 518]
table-row: 20 347 0.46 0.46 bbox=[377, 1031, 614, 1041]
land-schedule-section bbox=[376, 782, 614, 2287]
table-row: 4. Other Details as follows : bbox=[625, 78, 756, 87]
table-row: 14 Kalahandi M.Rampur Antarla-I BKVY-D.B.S.K. 385807 3858 4000 + 5% VAT 30 Days bbox=[626, 785, 1491, 797]
table-row: 19 346 0.02 0.02 bbox=[377, 1021, 614, 1031]
table-row: 2. No. of Works : 1 No. bbox=[157, 296, 282, 305]
table-row: 67 481 0.02 0.02 bbox=[377, 1498, 614, 1508]
black-dot-icon-2 bbox=[1055, 2315, 1064, 2324]
table-row: 19 Kalahandi Kalampur Kotagaon-II BKVY-D.B.S.K. 521123 5211 4000 + 5% VAT 30 Days bbox=[626, 845, 1491, 857]
otdc-address: Panthanivas, (Old Block) Lewis Road, Bhubaneswar - 751014 bbox=[905, 211, 1210, 223]
bdo-colnum-row: 1 2 3 4 5 6 7 8 bbox=[11, 961, 366, 971]
olic-header-row: Pkg. No. Name of the District Name of the Block Name of Cluster B.W. Name of the Scheme Approx estimated cost (In Rs.) EMD to be deposited (in Rs.) Cost of Tender Paper (in Rs.) Time period of completion of work bbox=[626, 596, 1491, 617]
table-row: 54 468 0.03 0.03 bbox=[377, 1369, 614, 1379]
masthead-right: ପୃଷ୍ଠା ୧୧ bbox=[1462, 2, 1496, 12]
olic-intro: Sealed tenders in the prescribed tender schedules are invited from Contractors having valid H.T. electrical license issued by ELBO and Civil license of 'D' class and above having valid registration as per OPWD code for execution of power supply work, installation of pump set and energisation of Cluster Bore Well Projects including supply of all materials under "BKVY- D.B.S.K." on 'Turnkey' basis as mentioned below. bbox=[625, 572, 1491, 592]
otdc-note1: The bid documents can be downloaded from our website: www.panthanivas.com from 07.03.2014. bbox=[625, 333, 1008, 343]
